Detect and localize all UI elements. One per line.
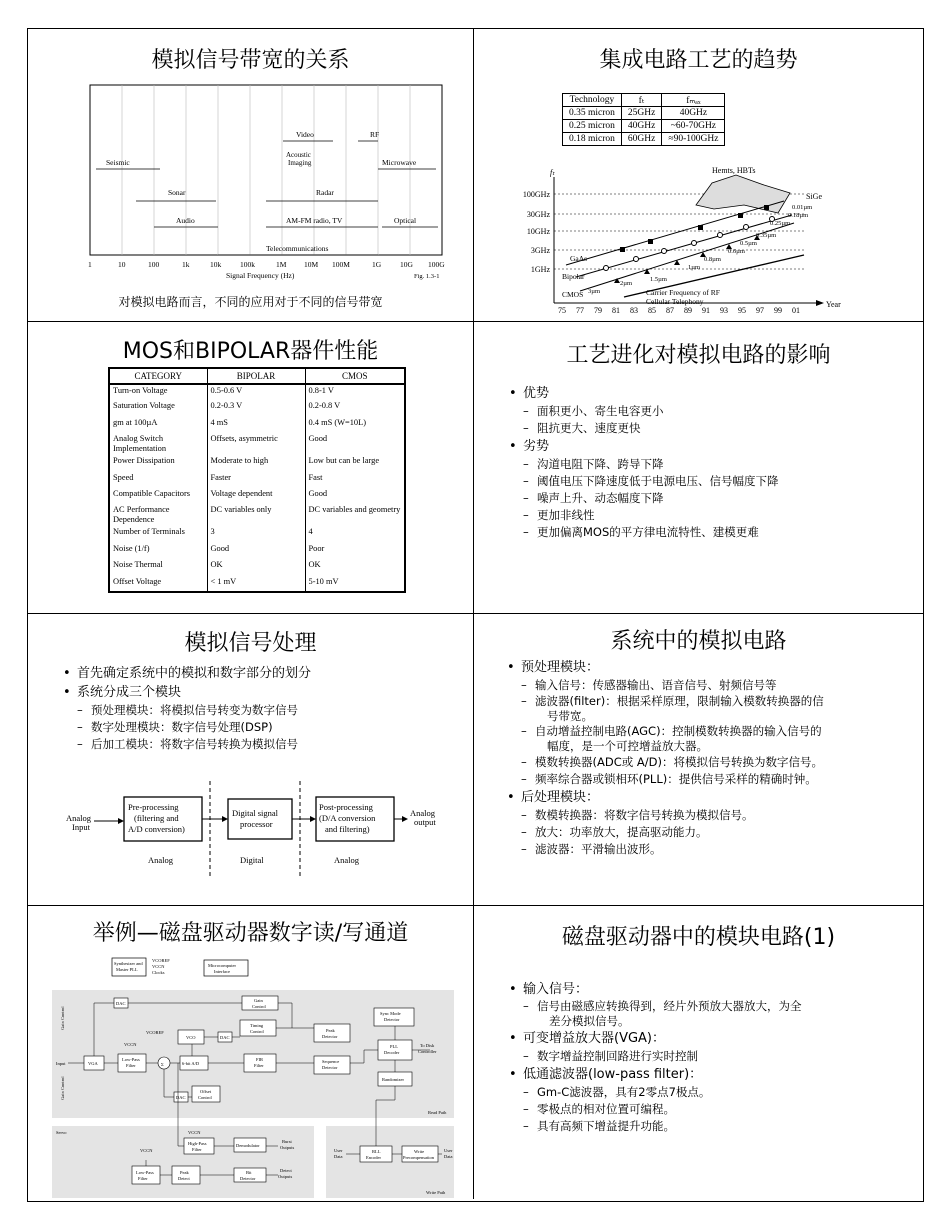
label: Gain Control [60, 1076, 65, 1100]
table-row [109, 504, 405, 526]
table-cell: DC variables and geometry [305, 504, 405, 526]
tick-label: 100G [428, 260, 445, 269]
table-cell: 0.2-0.3 V [207, 400, 305, 416]
label: Synthesizer and [114, 961, 143, 966]
label: Filter [126, 1063, 136, 1068]
mos-bipolar-table [108, 367, 406, 593]
label: Write Path [426, 1190, 446, 1195]
table-row [109, 455, 405, 471]
table-cell: Moderate to high [207, 455, 305, 471]
label-node: 3µm [588, 288, 601, 295]
label: Filter [254, 1063, 264, 1068]
list-item: • 低通滤波器(low-pass filter)： [509, 1065, 802, 1084]
table-cell: 0.18 micron [563, 133, 622, 146]
label: Input [56, 1061, 66, 1066]
label-node: 0.01µm [792, 204, 813, 211]
table-header: fₜ [621, 94, 661, 107]
label: Sequence [322, 1059, 340, 1064]
table-cell: 0.2-0.8 V [305, 400, 405, 416]
bullet-list [507, 658, 824, 858]
label: Clocks [152, 970, 165, 975]
table-cell: Good [305, 433, 405, 455]
label: 6-bit A/D [182, 1061, 200, 1066]
table-row [563, 120, 725, 133]
table-cell: Saturation Voltage [109, 400, 207, 416]
table-cell: Good [305, 488, 405, 504]
label: Gain Control [60, 1006, 65, 1030]
table-cell: Compatible Capacitors [109, 488, 207, 504]
label: Randomizer [382, 1077, 404, 1082]
slide-disk-modules [474, 906, 923, 1199]
label: Detect [178, 1176, 190, 1181]
label: Controller [418, 1049, 437, 1054]
table-row [563, 107, 725, 120]
list-item: – 阈值电压下降速度低于电源电压、信号幅度下降 [509, 473, 779, 490]
tick-label: 1G [372, 260, 382, 269]
list-item: – 数字处理模块：数字信号处理(DSP) [63, 719, 311, 736]
label: Outputs [280, 1145, 295, 1150]
label: Demodulator [236, 1143, 260, 1148]
band-sonar: Sonar [168, 188, 186, 197]
table-cell: Analog Switch Implementation [109, 433, 207, 455]
tick-label: 30GHz [526, 210, 550, 219]
label: High-Pass [188, 1141, 207, 1146]
table-cell: DC variables only [207, 504, 305, 526]
chart-frame [90, 85, 442, 255]
disk-drive-block-diagram [28, 950, 474, 1198]
arrow-pre-head [222, 816, 228, 822]
table-cell: ≈90-100GHz [662, 133, 725, 146]
label: Encoder [366, 1155, 381, 1160]
bullet-list [63, 664, 311, 753]
table-cell: Power Dissipation [109, 455, 207, 471]
slide-sheet [27, 28, 924, 1202]
label: Burst [282, 1139, 292, 1144]
label: VCCN [124, 1042, 137, 1047]
list-item: – 数字增益控制回路进行实时控制 [509, 1048, 802, 1065]
table-cell: 4 [305, 526, 405, 542]
label: Sync Mode [380, 1011, 401, 1016]
label: Detector [240, 1176, 256, 1181]
table-cell: AC Performance Dependence [109, 504, 207, 526]
label-hemts: Hemts, HBTs [712, 166, 756, 175]
table-row [109, 433, 405, 455]
servo-region [52, 1126, 314, 1198]
band-microwave: Microwave [382, 158, 417, 167]
label: PLL [390, 1044, 399, 1049]
label: Detector [322, 1065, 338, 1070]
list-item: – 滤波器(filter)：根据采样原理，限制输入模数转换器的信 [507, 694, 824, 709]
band-optical: Optical [394, 216, 417, 225]
list-item: • 可变增益放大器(VGA)： [509, 1029, 802, 1048]
table-cell: Low but can be large [305, 455, 405, 471]
label-sige: SiGe [806, 192, 822, 201]
label: Peak [326, 1028, 335, 1033]
list-item: – 输入信号：传感器输出、语音信号、射频信号等 [507, 677, 824, 694]
band-audio: Audio [176, 216, 195, 225]
label-analog-region: Analog [148, 855, 174, 865]
table-cell: Fast [305, 472, 405, 488]
label: Control [252, 1004, 266, 1009]
list-item: – 频率综合器或锁相环(PLL)：提供信号采样的精确时钟。 [507, 771, 824, 788]
table-header: Technology [563, 94, 622, 107]
slide-title: 模拟信号带宽的关系 [151, 48, 350, 73]
tick-label: 100 [148, 260, 160, 269]
table-cell: 0.5-0.6 V [207, 384, 305, 400]
tick-label: 93 [720, 306, 728, 315]
table-header: BIPOLAR [207, 368, 305, 384]
tick-label: 100k [240, 260, 255, 269]
label-digital-region: Digital [240, 855, 264, 865]
bullet-list [509, 980, 802, 1135]
list-item: – 更加偏离MOS的平方律电流特性、建模更难 [509, 524, 779, 541]
tick-label: 77 [576, 306, 584, 315]
list-item: – Gm-C滤波器，具有2零点7极点。 [509, 1084, 802, 1101]
x-axis-label: Signal Frequency (Hz) [226, 271, 295, 280]
list-item: • 系统分成三个模块 [63, 683, 311, 702]
table-cell: Speed [109, 472, 207, 488]
list-item: – 沟道电阻下降、跨导下降 [509, 456, 779, 473]
slide-system-analog [474, 614, 923, 906]
arrow-dsp-head [310, 816, 316, 822]
list-item: – 预处理模块：将模拟信号转变为数字信号 [63, 702, 311, 719]
slide-title: 工艺进化对模拟电路的影响 [566, 343, 831, 368]
slide-title: 磁盘驱动器中的模块电路(1) [561, 925, 836, 950]
list-item: • 优势 [509, 384, 779, 403]
table-cell: Noise (1/f) [109, 543, 207, 559]
list-item: • 输入信号： [509, 980, 802, 999]
label: Microcomputer [208, 963, 236, 968]
tick-label: 95 [738, 306, 746, 315]
label-carrier-2: Cellular Telephony [646, 297, 704, 306]
label: Outputs [278, 1174, 293, 1179]
label-preprocessing: Pre-processing [128, 802, 179, 812]
label-postprocessing-2: (D/A conversion [319, 813, 376, 823]
label: VCOREF [146, 1030, 164, 1035]
table-cell: 0.8-1 V [305, 384, 405, 400]
label: Write [414, 1149, 425, 1154]
tick-label: 10G [400, 260, 413, 269]
x-ticks [558, 306, 800, 315]
tick-label: 97 [756, 306, 764, 315]
label: User [444, 1148, 453, 1153]
label: Precompensation [403, 1155, 434, 1160]
table-cell: Good [207, 543, 305, 559]
tick-label: 100M [332, 260, 350, 269]
tick-label: 81 [612, 306, 620, 315]
list-item: – 数模转换器：将数字信号转换为模拟信号。 [507, 807, 824, 824]
tick-label: 91 [702, 306, 710, 315]
label-node: 1µm [688, 264, 701, 271]
table-cell: Noise Thermal [109, 559, 207, 575]
label-analog-input-2: Input [72, 822, 90, 832]
list-item: – 更加非线性 [509, 507, 779, 524]
label-bipolar: Bipolar [562, 272, 585, 281]
label-analog-output: Analog [410, 808, 436, 818]
tick-label: 85 [648, 306, 656, 315]
label: VCO [186, 1035, 196, 1040]
label: Data [334, 1154, 343, 1159]
table-row [563, 133, 725, 146]
table-cell: Faster [207, 472, 305, 488]
tick-label: 99 [774, 306, 782, 315]
tick-label: 1GHz [530, 265, 550, 274]
label-carrier-1: Carrier Frequency of RF [646, 288, 720, 297]
table-cell: 0.25 micron [563, 120, 622, 133]
list-item: – 阻抗更大、速度更快 [509, 420, 779, 437]
tick-label: 87 [666, 306, 674, 315]
label-postprocessing: Post-processing [319, 802, 373, 812]
list-item: – 信号由磁感应转换得到，经片外预放大器放大，为全 [509, 999, 802, 1014]
ft-trend-chart [474, 157, 923, 317]
table-cell: Voltage dependent [207, 488, 305, 504]
slide-signal-bandwidth [28, 29, 474, 322]
y-ticks [523, 190, 551, 274]
table-row [109, 417, 405, 433]
x-axis-arrow [816, 300, 824, 306]
label: Σ [161, 1062, 164, 1067]
list-item: – 后加工模块：将数字信号转换为模拟信号 [63, 736, 311, 753]
label: Decoder [384, 1050, 400, 1055]
tick-label: 100GHz [522, 190, 550, 199]
band-imaging: Imaging [288, 159, 312, 167]
label-node: 0.5µm [740, 240, 757, 247]
label-postprocessing-3: and filtering) [325, 824, 370, 834]
label-preprocessing-2: (filtering and [134, 813, 179, 823]
table-cell: 25GHz [621, 107, 661, 120]
table-cell: OK [305, 559, 405, 575]
label: DAC [116, 1001, 126, 1006]
table-cell: 60GHz [621, 133, 661, 146]
label: Data [444, 1154, 453, 1159]
table-cell: 5-10 mV [305, 576, 405, 592]
table-row [109, 472, 405, 488]
slide-mos-bipolar [28, 322, 474, 614]
label-node: 1.5µm [650, 276, 667, 283]
band-acoustic: Acoustic [286, 151, 311, 159]
slide-ic-trend [474, 29, 923, 322]
table-cell: < 1 mV [207, 576, 305, 592]
tick-label: 10GHz [526, 227, 550, 236]
band-rf: RF [370, 130, 380, 139]
label: Detector [322, 1034, 338, 1039]
label: Servo [56, 1130, 67, 1135]
slide-title: 集成电路工艺的趋势 [599, 48, 798, 73]
table-row [109, 576, 405, 592]
sum-node [158, 1057, 170, 1069]
label: Interface [214, 969, 230, 974]
list-item: • 预处理模块： [507, 658, 824, 677]
label-dsp-2: processor [240, 819, 273, 829]
label: VCOREF [152, 958, 170, 963]
label-analog-region-2: Analog [334, 855, 360, 865]
table-row [109, 526, 405, 542]
label: VCCN [152, 964, 165, 969]
list-item: 幅度，是一个可控增益放大器。 [547, 739, 708, 753]
band-telecom: Telecommunications [266, 244, 329, 253]
table-cell: gm at 100µA [109, 417, 207, 433]
tick-label: 01 [792, 306, 800, 315]
label: User [334, 1148, 343, 1153]
label: VCCN [140, 1148, 153, 1153]
gaas-line [566, 201, 784, 265]
table-row [109, 488, 405, 504]
label-node: 0.8µm [704, 256, 721, 263]
table-cell: OK [207, 559, 305, 575]
list-item: – 滤波器：平滑输出波形。 [507, 841, 824, 858]
table-cell: ~60-70GHz [662, 120, 725, 133]
table-cell: 3 [207, 526, 305, 542]
label-node: 0.35µm [756, 232, 777, 239]
table-row [109, 559, 405, 575]
list-item: – 面积更小、寄生电容更小 [509, 403, 779, 420]
list-item: • 后处理模块： [507, 788, 824, 807]
label: VGA [88, 1061, 98, 1066]
tick-label: 1 [88, 260, 92, 269]
label-gaas: GaAs [570, 254, 588, 263]
label-analog-input: Analog [66, 813, 92, 823]
label-analog-output-2: output [414, 817, 436, 827]
table-cell: 0.35 micron [563, 107, 622, 120]
label: Timing [250, 1023, 264, 1028]
peak-detect-block [172, 1166, 200, 1184]
tick-label: 1M [276, 260, 287, 269]
figure-number: Fig. 1.3-1 [414, 273, 440, 280]
label: Detector [384, 1017, 400, 1022]
label: DAC [220, 1035, 230, 1040]
list-item: • 劣势 [509, 437, 779, 456]
table-cell: Offsets, asymmetric [207, 433, 305, 455]
label: Control [250, 1029, 264, 1034]
tick-label: 75 [558, 306, 566, 315]
arrow-out-head [402, 816, 408, 822]
label-node: 0.18µm [788, 212, 809, 219]
label: Gain [254, 998, 263, 1003]
band-seismic: Seismic [106, 158, 130, 167]
tick-label: 3GHz [530, 246, 550, 255]
label: RLL [372, 1149, 381, 1154]
table-row [109, 384, 405, 400]
label: Peak [180, 1170, 189, 1175]
slide-analog-processing [28, 614, 474, 906]
label: Filter [192, 1147, 202, 1152]
label-node: 0.25µm [770, 220, 791, 227]
label: VCCN [188, 1130, 201, 1135]
label: Bit [246, 1170, 252, 1175]
list-item: 号带宽。 [547, 709, 593, 723]
list-item: • 首先确定系统中的模拟和数字部分的划分 [63, 664, 311, 683]
hemts-region [696, 175, 790, 213]
label: Offset [200, 1089, 212, 1094]
label: Low-Pass [136, 1170, 154, 1175]
bullet-list [509, 384, 779, 541]
tick-label: 79 [594, 306, 602, 315]
slide-title: MOS和BIPOLAR器件性能 [122, 339, 379, 364]
label: Read Path [428, 1110, 447, 1115]
list-item: – 模数转换器(ADC或 A/D)：将模拟信号转换为数字信号。 [507, 754, 824, 771]
peak-detector-block [314, 1024, 350, 1042]
slide-process-impact [474, 322, 923, 614]
technology-table [562, 93, 725, 146]
band-video: Video [296, 130, 314, 139]
table-row [109, 543, 405, 559]
label-preprocessing-3: A/D conversion) [128, 824, 185, 834]
x-axis-label: Year [826, 300, 841, 309]
label: To Disk [420, 1043, 435, 1048]
slide-caption: 对模拟电路而言，不同的应用对于不同的信号带宽 [118, 295, 383, 309]
table-cell: Turn-on Voltage [109, 384, 207, 400]
list-item: – 放大：功率放大，提高驱动能力。 [507, 824, 824, 841]
slide-title: 模拟信号处理 [184, 631, 317, 656]
table-cell: Poor [305, 543, 405, 559]
label: Low-Pass [122, 1057, 140, 1062]
tick-label: 83 [630, 306, 638, 315]
label-dsp: Digital signal [232, 808, 279, 818]
label: Control [198, 1095, 212, 1100]
label: DAC [176, 1095, 186, 1100]
table-header: CATEGORY [109, 368, 207, 384]
table-cell: 40GHz [621, 120, 661, 133]
list-item: – 零极点的相对位置可编程。 [509, 1101, 802, 1118]
table-header: CMOS [305, 368, 405, 384]
tick-label: 10k [210, 260, 222, 269]
diagram-text [66, 813, 92, 832]
label: FIR [256, 1057, 264, 1062]
band-amfm: AM-FM radio, TV [286, 216, 343, 225]
bandwidth-chart [28, 79, 474, 309]
tick-label: 10M [304, 260, 319, 269]
slide-disk-drive-channel [28, 906, 474, 1199]
servo-lpf-block [132, 1166, 160, 1184]
table-cell: Offset Voltage [109, 576, 207, 592]
label: Filter [138, 1176, 148, 1181]
table-header: fₘₐₓ [662, 94, 725, 107]
processing-block-diagram [28, 779, 474, 889]
list-item: – 具有高频下增益提升功能。 [509, 1118, 802, 1135]
arrow-in-head [118, 818, 124, 824]
table-cell: Number of Terminals [109, 526, 207, 542]
tick-label: 1k [182, 260, 190, 269]
y-axis-label: fₜ [550, 168, 555, 177]
list-item: – 自动增益控制电路(AGC)：控制模数转换器的输入信号的 [507, 724, 824, 739]
slide-title: 举例—磁盘驱动器数字读/写通道 [92, 921, 409, 946]
table-cell: 4 mS [207, 417, 305, 433]
table-row [109, 400, 405, 416]
label: Master PLL [116, 967, 138, 972]
label-node: 0.6µm [728, 248, 745, 255]
label: Detect [280, 1168, 292, 1173]
label-cmos: CMOS [562, 290, 584, 299]
slide-title: 系统中的模拟电路 [610, 629, 787, 654]
tick-label: 89 [684, 306, 692, 315]
label-node: 2µm [620, 280, 633, 287]
table-cell: 0.4 mS (W=10L) [305, 417, 405, 433]
band-radar: Radar [316, 188, 334, 197]
list-item: – 噪声上升、动态幅度下降 [509, 490, 779, 507]
x-ticks [88, 260, 445, 269]
table-cell: 40GHz [662, 107, 725, 120]
tick-label: 10 [118, 260, 126, 269]
list-item: 差分模拟信号。 [549, 1014, 630, 1028]
